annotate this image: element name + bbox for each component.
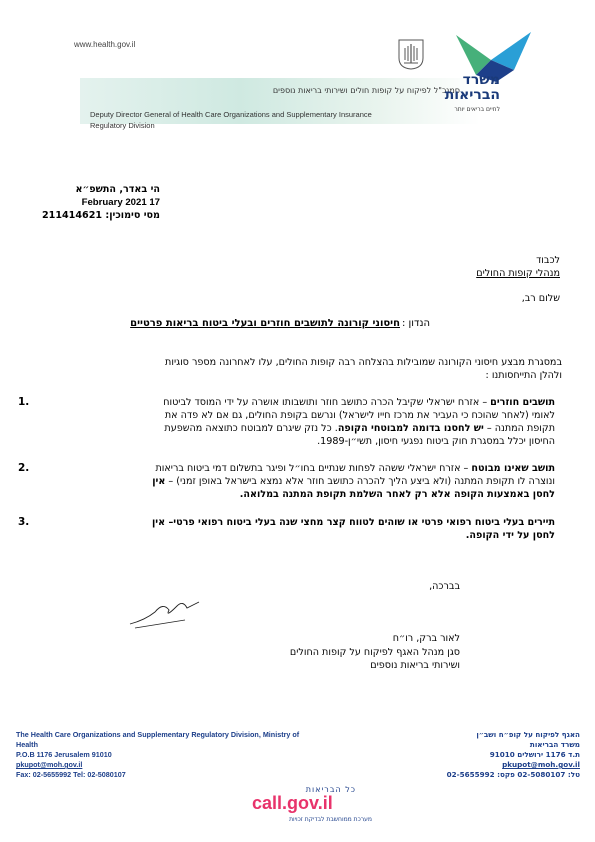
item1-emphasis: יש לחסנו בדומה למבוטחי הקופה bbox=[337, 423, 484, 434]
item1-line3-tail: . כל נזק שיגרם למבוטח כתוצאה מהשפעת bbox=[164, 423, 338, 434]
header-subtitle-english-line2: Regulatory Division bbox=[90, 121, 155, 130]
item-number: 1. bbox=[18, 396, 30, 408]
item3-line1: תיירים בעלי ביטוח רפואי פרטי או שוהים לטווח קצר מחצי שנה בעלי ביטוח רפואי פרטי– אין bbox=[152, 517, 555, 528]
item2-line1-text: – אזרח ישראלי ששהה לפחות שנתיים בחו״ל ופיגר בתשלום דמי ביטוח בריאות bbox=[155, 463, 472, 474]
item1-line2: לאומי (לאחר שהוכח כי העביר את מרכז חייו לישראל) ונרשם בקופת החולים, גם אם לא פדה את bbox=[164, 410, 555, 421]
header-subtitle-english-line1: Deputy Director General of Health Care Organizations and Supplementary Insurance bbox=[90, 110, 372, 119]
footer-he-email[interactable]: pkupot@moh.gov.il bbox=[502, 760, 580, 769]
footer-en-phones: Fax: 02-5655992 Tel: 02-5080107 bbox=[16, 770, 126, 779]
item1-line4: החיסון יכלל במסגרת חוק ביטוח נפגעי חיסון, תשי״ן-1989. bbox=[317, 436, 555, 447]
item1-line1-text: – אזרח ישראלי שקיבל הכרה כתושב חוזר ותושבותו אושרה על ידי המוסד לביטוח bbox=[163, 397, 491, 408]
logo-tagline: לחיים בריאים יותר bbox=[454, 106, 500, 113]
signer-title-line2: ושירותי בריאות נוספים bbox=[370, 660, 460, 671]
footer-he-line1: האגף לפיקוח על קופ״ח ושב״ן bbox=[476, 730, 580, 739]
website-url[interactable]: www.health.gov.il bbox=[74, 40, 136, 49]
footer-he-line3: ת.ד 1176 ירושלים 91010 bbox=[489, 750, 580, 759]
signer-title-line1: סגן מנהל האגף לפיקוח על קופות החולים bbox=[289, 647, 460, 658]
date-english: February 2021 17 bbox=[81, 197, 160, 208]
item2-line2 bbox=[40, 475, 555, 488]
item1-line3 bbox=[40, 422, 555, 435]
date-hebrew: הי באדר, התשפ״א bbox=[75, 184, 160, 195]
intro-line2: ולהלן התייחסותנו : bbox=[485, 370, 562, 381]
item3-line2: לחסן על ידי הקופה. bbox=[465, 530, 555, 541]
footer-he-phones: טל: 02-5080107 פקס: 02-5655992 bbox=[446, 770, 580, 779]
footer-en-email[interactable]: pkupot@moh.gov.il bbox=[16, 760, 83, 769]
brand-top-text: כל הבריאות bbox=[305, 785, 356, 794]
brand-main[interactable] bbox=[252, 794, 372, 812]
item1-line3-text: תקופת המתנה – bbox=[483, 423, 555, 434]
item1-term: תושבים חוזרים bbox=[490, 397, 555, 408]
subject-text: חיסוני קורונה לתושבים חוזרים ובעלי ביטוח בריאות פרטיים bbox=[130, 318, 400, 329]
item1-line1 bbox=[40, 396, 555, 409]
item2-line3: לחסן באמצעות הקופה אלא רק לאחר השלמת תקופת המתנה במלואה. bbox=[239, 489, 555, 500]
item2-line2-emphasis: אין bbox=[152, 476, 166, 487]
item2-line2-text: ונוצרה לו תקופת המתנה (ולא ביצע הליך להכרה כתושב חוזר אלא נמצא בישראל באופן זמני) – bbox=[165, 476, 555, 487]
footer-en-line1: The Health Care Organizations and Supplementary Regulatory Division, Ministry of bbox=[16, 730, 300, 739]
recipient-org: מנהלי קופות החולים bbox=[476, 268, 560, 279]
item2-term: תושב שאינו מבוטח bbox=[471, 463, 555, 474]
subject-label: הנדון : bbox=[402, 318, 430, 329]
logo-text-line1: משרד bbox=[462, 72, 500, 88]
item-number: 2. bbox=[18, 462, 30, 474]
footer-he-line2: משרד הבריאות bbox=[529, 740, 580, 749]
opening-greeting: שלום רב, bbox=[521, 293, 560, 304]
recipient-to: לכבוד bbox=[536, 255, 560, 266]
reference-number: מסי סימוכין: 211414621 bbox=[41, 210, 160, 221]
footer-en-line2: Health bbox=[16, 740, 38, 749]
footer-en-line3: P.O.B 1176 Jerusalem 91010 bbox=[16, 750, 112, 759]
logo-text-line2: הבריאות bbox=[444, 87, 500, 103]
signature-icon bbox=[125, 592, 205, 632]
item2-line1 bbox=[40, 462, 555, 475]
brand-main-text: call.gov.il bbox=[252, 793, 333, 813]
item-number: 3. bbox=[18, 516, 30, 528]
state-emblem-icon bbox=[396, 38, 426, 70]
header-subtitle-hebrew: סמנכ"ל לפיקוח על קופות חולים ושירותי בריאות נוספים bbox=[272, 86, 460, 95]
signer-name: לאור ברק, רו״ח bbox=[392, 633, 460, 644]
intro-line1: במסגרת מבצע חיסוני הקורונה שמובילות בהצלחה רבה קופות החולים, עלו לאחרונה מספר סוגיות bbox=[165, 357, 562, 368]
brand-subtext: מערכת ממוחשבת לבדיקת זכויות bbox=[289, 816, 372, 823]
closing-greeting: בברכה, bbox=[429, 581, 460, 592]
